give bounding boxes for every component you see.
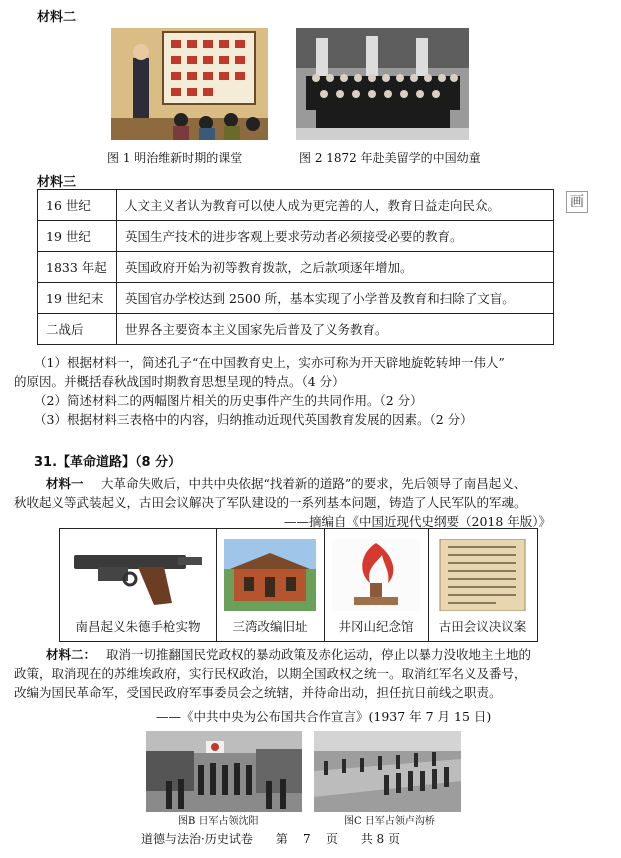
material-2-label: 材料二： (46, 647, 97, 662)
card-caption: 古田会议决议案 (438, 619, 527, 634)
material-2-text-line-2: 政策，取消现在的苏维埃政府，实行民权政治，以期全国政权之统一。取消红军名义及番号， (14, 666, 527, 681)
caption-figure-2: 图 2 1872 年赴美留学的中国幼童 (299, 151, 481, 165)
description-cell: 英国生产技术的进步客观上要求劳动者必须接受必要的教育。 (117, 221, 554, 252)
card-caption: 井冈山纪念馆 (338, 619, 414, 634)
jinggangshan-memorial-image (332, 539, 420, 611)
table-row (38, 221, 554, 252)
material-1-label: 材料一 (46, 476, 84, 491)
table-row (38, 190, 554, 221)
image-viewer-icon[interactable]: 画 (566, 191, 588, 213)
period-cell: 1833 年起 (38, 252, 117, 283)
gutian-resolution-image (436, 539, 529, 611)
revolution-images-row (59, 528, 538, 642)
card-jinggangshan (324, 529, 429, 641)
question-3: （3）根据材料三表格中的内容，归纳推动近现代英国教育发展的因素。（2 分） (34, 412, 473, 427)
period-cell: 19 世纪末 (38, 283, 117, 314)
pistol-image (68, 539, 208, 611)
period-cell: 19 世纪 (38, 221, 117, 252)
table-row (38, 314, 554, 345)
chinese-students-photo (296, 28, 469, 140)
description-cell: 英国政府开始为初等教育拨款，之后款项逐年增加。 (117, 252, 554, 283)
description-cell: 英国官办学校达到 2500 所，基本实现了小学普及教育和扫除了文盲。 (117, 283, 554, 314)
card-caption: 南昌起义朱德手枪实物 (75, 619, 201, 634)
caption-figure-b: 图B 日军占领沈阳 (178, 816, 259, 827)
question-31-title: 31.【革命道路】（8 分） (34, 455, 182, 470)
card-pistol (60, 529, 217, 641)
card-gutian (428, 529, 537, 641)
card-caption: 三湾改编旧址 (232, 619, 308, 634)
question-2: （2）简述材料二的两幅图片相关的历史事件产生的共同作用。（2 分） (34, 393, 423, 408)
page-footer: 道德与法治·历史试卷 第 7 页 共 8 页 (141, 832, 401, 846)
caption-figure-1: 图 1 明治维新时期的课堂 (107, 151, 243, 165)
table-row (38, 283, 554, 314)
shenyang-occupation-photo (146, 731, 302, 812)
question-1-line-2: 的原因。并概括春秋战国时期教育思想呈现的特点。（4 分） (14, 374, 345, 389)
question-1-line-1: （1）根据材料一，简述孔子“在中国教育史上，实亦可称为开天辟地旋乾转坤一伟人” (34, 355, 505, 370)
material-2-text-line-3: 改编为国民革命军，受国民政府军事委员会之统辖，并待命出动，担任抗日前线之职责。 (14, 685, 502, 700)
card-sanwan (216, 529, 325, 641)
material-2-heading: 材料二 (37, 10, 77, 25)
sanwan-building-image (224, 539, 316, 611)
material-1-source: ——摘编自《中国近现代史纲要（2018 年版）》 (284, 514, 552, 529)
meiji-classroom-image (111, 28, 268, 140)
table-row (38, 252, 554, 283)
material-1-text-line-1: 大革命失败后，中共中央依据“找着新的道路”的要求，先后领导了南昌起义、 (101, 476, 527, 491)
material-3-heading: 材料三 (37, 175, 77, 190)
period-cell: 16 世纪 (38, 190, 117, 221)
caption-figure-c: 图C 日军占领卢沟桥 (344, 816, 435, 827)
lugou-bridge-photo (314, 731, 461, 812)
description-cell: 世界各主要资本主义国家先后普及了义务教育。 (117, 314, 554, 345)
material-1-text-line-2: 秋收起义等武装起义，古田会议解决了军队建设的一系列基本问题，铸造了人民军队的军魂。 (14, 495, 527, 510)
material-2-text-line-1: 取消一切推翻国民党政权的暴动政策及赤化运动，停止以暴力没收地主土地的 (106, 647, 532, 662)
period-cell: 二战后 (38, 314, 117, 345)
description-cell: 人文主义者认为教育可以使人成为更完善的人，教育日益走向民众。 (117, 190, 554, 221)
education-history-table (37, 189, 554, 345)
material-2-source: ——《中共中央为公布国共合作宣言》(1937 年 7 月 15 日) (156, 709, 492, 724)
